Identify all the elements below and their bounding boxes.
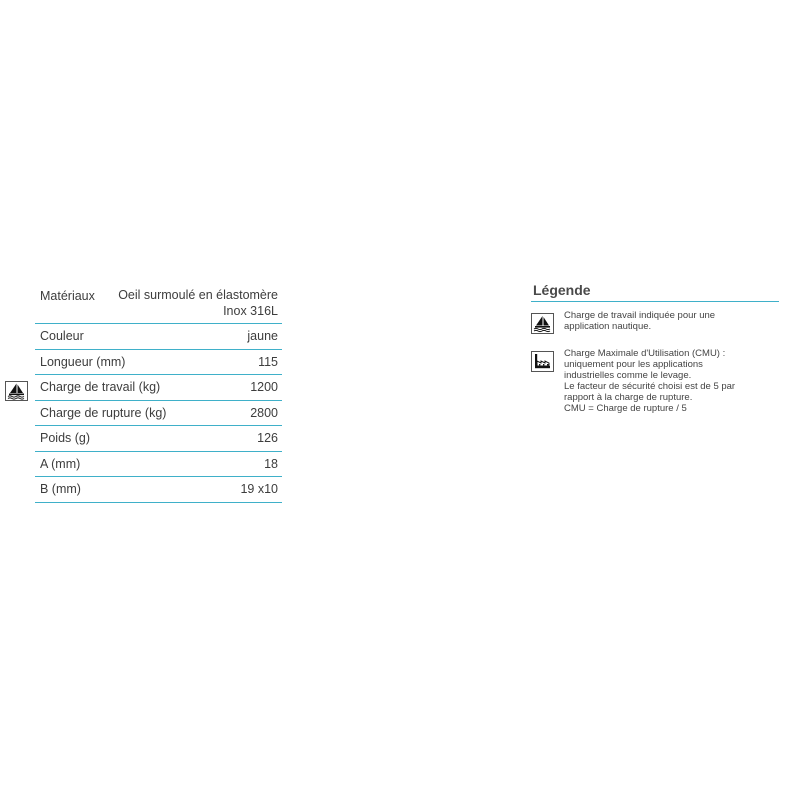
legend-item-nautical: [531, 310, 779, 334]
spec-value: 115: [258, 354, 278, 369]
legend-line: Le facteur de sécurité choisi est de 5 par: [564, 381, 736, 392]
spec-value: 18: [264, 456, 278, 471]
spec-value-line: Oeil surmoulé en élastomère: [118, 288, 278, 302]
spec-row: [35, 375, 282, 401]
spec-label: Charge de travail (kg): [40, 380, 161, 395]
legend-line: industrielles comme le levage.: [564, 370, 692, 381]
spec-value: 126: [257, 431, 278, 446]
spec-label: Longueur (mm): [40, 354, 126, 369]
factory-icon: [531, 351, 554, 372]
spec-value: 2800: [250, 405, 278, 420]
spec-row: [35, 324, 282, 350]
spec-row: [35, 350, 282, 376]
legend-text: [564, 310, 715, 332]
legend-item-cmu: [531, 348, 779, 414]
spec-label: Matériaux: [40, 289, 95, 303]
spec-row: [35, 477, 282, 503]
spec-label: B (mm): [40, 482, 81, 497]
legend-title: Légende: [531, 282, 779, 302]
legend-text: [564, 348, 735, 414]
spec-value: jaune: [247, 329, 278, 344]
legend-line: CMU = Charge de rupture / 5: [564, 403, 687, 414]
legend-line: uniquement pour les applications: [564, 359, 703, 370]
sailboat-icon: [531, 313, 554, 334]
spec-label: Couleur: [40, 329, 84, 344]
sailboat-icon: [5, 381, 28, 401]
spec-label: A (mm): [40, 456, 81, 471]
spec-value: [118, 288, 278, 319]
spec-row: [35, 401, 282, 427]
legend: [531, 282, 779, 414]
spec-label: Poids (g): [40, 431, 91, 446]
spec-table: [35, 282, 282, 503]
spec-value: 19 x10: [240, 482, 278, 497]
spec-row: [35, 426, 282, 452]
spec-label: Charge de rupture (kg): [40, 405, 167, 420]
spec-value-line: Inox 316L: [223, 303, 278, 318]
legend-line: rapport à la charge de rupture.: [564, 392, 693, 403]
spec-row-materiaux: [35, 282, 282, 324]
legend-line: Charge de travail indiquée pour une: [564, 310, 716, 321]
spec-row: [35, 452, 282, 478]
spec-value: 1200: [250, 380, 278, 395]
legend-line: application nautique.: [564, 321, 652, 332]
legend-line: Charge Maximale d'Utilisation (CMU) :: [564, 348, 726, 359]
